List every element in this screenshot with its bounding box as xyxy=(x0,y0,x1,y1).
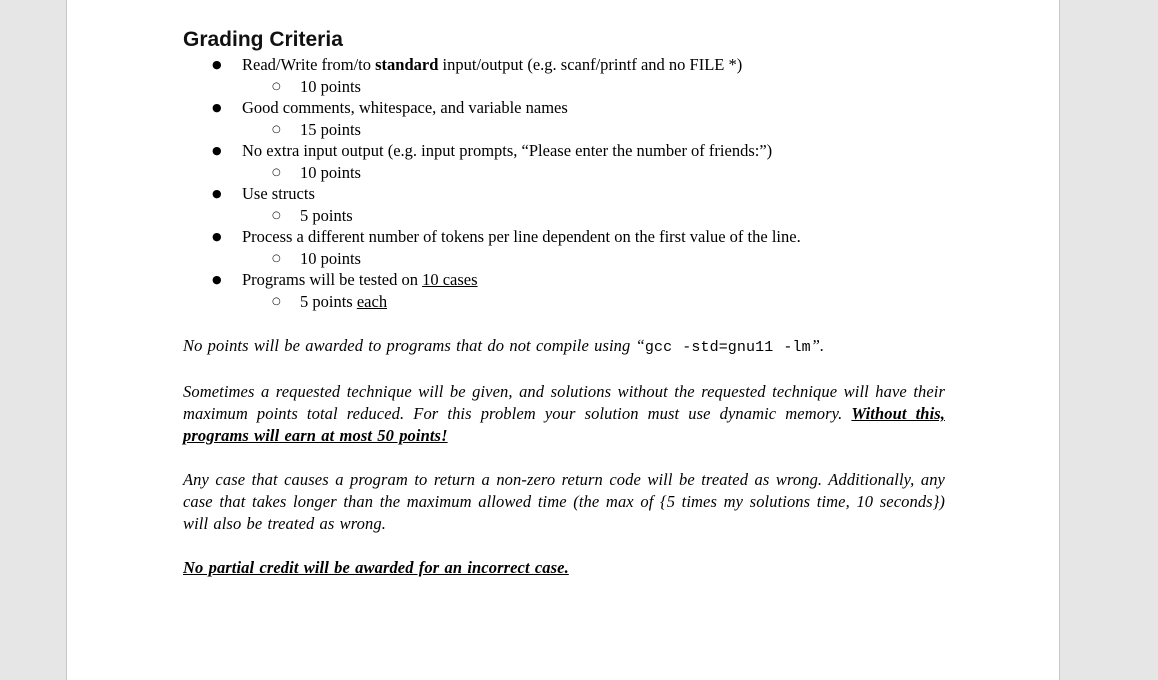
bullet-icon: ● xyxy=(212,58,222,71)
bullet-icon: ● xyxy=(212,144,222,157)
bullet-icon: ● xyxy=(212,187,222,200)
grading-criteria-list xyxy=(183,54,945,312)
circle-bullet-icon: ○ xyxy=(272,81,281,92)
points-text-underlined: each xyxy=(356,292,388,311)
criteria-points xyxy=(183,291,945,312)
criteria-text-underlined: 10 cases xyxy=(422,270,478,289)
bullet-icon: ● xyxy=(212,101,222,114)
criteria-points xyxy=(183,248,945,269)
circle-bullet-icon: ○ xyxy=(272,210,281,221)
criteria-points xyxy=(183,205,945,226)
partial-credit-text: No partial credit will be awarded for an incorrect case. xyxy=(183,558,569,577)
document-page xyxy=(66,0,1060,680)
circle-bullet-icon: ○ xyxy=(272,124,281,135)
circle-bullet-icon: ○ xyxy=(272,167,281,178)
section-heading: Grading Criteria xyxy=(183,28,343,51)
criteria-points xyxy=(183,76,945,97)
circle-bullet-icon: ○ xyxy=(272,253,281,264)
criteria-text: Process a different number of tokens per line dependent on the first value of the line. xyxy=(242,227,801,246)
criteria-text: input/output (e.g. scanf/printf and no FILE *) xyxy=(438,55,743,74)
compile-note-text: ”. xyxy=(810,336,825,355)
points-text: 10 points xyxy=(300,163,361,182)
criteria-item xyxy=(183,54,945,76)
criteria-text: Read/Write from/to xyxy=(242,55,376,74)
technique-note-emphasis: Without this, programs will earn at most 50 points! xyxy=(183,404,945,445)
criteria-text: Use structs xyxy=(242,184,315,203)
criteria-text: Good comments, whitespace, and variable names xyxy=(242,98,568,117)
criteria-text: Programs will be tested on xyxy=(242,270,423,289)
points-text: 10 points xyxy=(300,249,361,268)
criteria-item xyxy=(183,140,945,162)
criteria-points xyxy=(183,119,945,140)
document-body xyxy=(183,26,945,579)
criteria-item xyxy=(183,269,945,291)
compile-note xyxy=(183,335,945,359)
circle-bullet-icon: ○ xyxy=(272,296,281,307)
criteria-text: No extra input output (e.g. input prompts, “Please enter the number of friends:”) xyxy=(242,141,773,160)
criteria-points xyxy=(183,162,945,183)
points-text: 15 points xyxy=(300,120,361,139)
partial-credit-note xyxy=(183,557,945,579)
criteria-text-bold: standard xyxy=(375,55,439,74)
bullet-icon: ● xyxy=(212,230,222,243)
points-text: 10 points xyxy=(300,77,361,96)
points-text: 5 points xyxy=(300,292,357,311)
points-text: 5 points xyxy=(300,206,353,225)
compile-note-text: No points will be awarded to programs that do not compile using “ xyxy=(183,336,645,355)
technique-note xyxy=(183,381,945,447)
criteria-item xyxy=(183,226,945,248)
return-code-note: Any case that causes a program to return a non-zero return code will be treated as wrong. Additionally, any case that takes longer than the maximum allowed time (the max of {5 times my solutions time, 10 seconds}) will also be treated as wrong. xyxy=(183,470,945,533)
bullet-icon: ● xyxy=(212,273,222,286)
criteria-item xyxy=(183,97,945,119)
criteria-item xyxy=(183,183,945,205)
technique-note-text: Sometimes a requested technique will be given, and solutions without the requested technique will have their maximum points total reduced. For this problem your solution must use dynamic memory. xyxy=(183,382,945,423)
compile-command: gcc -std=gnu11 -lm xyxy=(644,339,811,356)
